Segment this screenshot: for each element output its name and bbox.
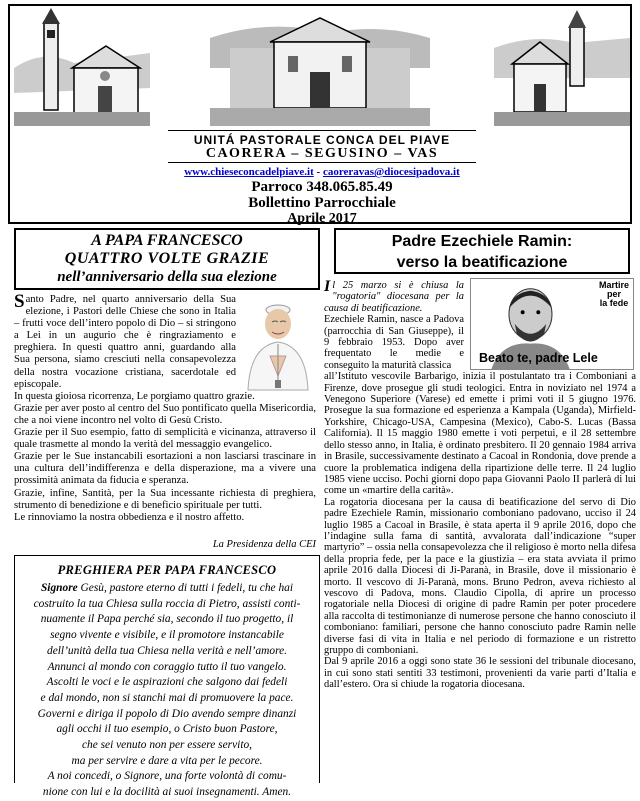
- contact-links: [110, 166, 534, 178]
- prayer-line: costruito la tua Chiesa sulla roccia di Pietro, assisti conti-: [33, 597, 301, 610]
- prayer-line: Annunci al mondo con coraggio tutto il tuo vangelo.: [47, 660, 287, 673]
- masthead: [8, 4, 632, 224]
- pope-p6: Grazie, infine, Santità, per la Sua incessante richiesta di preghiera, strumento di benedizione e di beneficio spirituale per tutti.: [14, 487, 316, 511]
- header-rule-bottom: [168, 162, 476, 163]
- ramin-p1-full: all’Istituto vescovile Barbarigo, inizia il postulantato tra i Comboniani a Firenze, dove prosegue gli studi teologici. Entra in noviziato nel 1974 a Venegono Superiore (Varese) ed emette i primi voti il 5 giugno 1976. Prosegue la sua formazione ed esperienza a Kampala (Uganda), Mirfield-Yorkshire, Chicago-USA, Campesina (Mexico), Cabo-S. Lucas (Bassa California). Il 15 maggio 1980 emette i voti perpetui, e il 28 settembre dello stesso anno, in Italia, è ordinato presbitero. Il 20 gennaio 1984 arriva in Brasile, successivamente destinato a Cacoal in Rondonia, dove prende a cuore la problematica indigena della ripartizione delle terre. Il 24 luglio 1985 viene ucciso. Pochi giorni dopo papa Giovanni Paolo II parlerà di lui come un «martire della carità».: [324, 371, 636, 497]
- header-rule-top: [168, 130, 476, 131]
- pope-title-line1: A PAPA FRANCESCO: [91, 232, 243, 249]
- drop-cap-s: S: [14, 291, 25, 312]
- ramin-photo-caption-top: Martire per la fede: [598, 280, 629, 308]
- drop-cap-i: I: [324, 278, 331, 295]
- cei-signature: La Presidenza della CEI: [212, 539, 316, 550]
- pope-p4: Grazie per il Suo esempio, fatto di semplicità e vicinanza, attraverso il quale trasmette al mondo la verità del messaggio evangelico.: [14, 427, 316, 451]
- prayer-line: Ascolti le voci e le aspirazioni che salgono dai fedeli: [46, 676, 288, 689]
- bulletin-title: Bollettino Parrocchiale: [248, 195, 396, 211]
- prayer-line: agli occhi il tuo esempio, o Cristo buon Pastore,: [56, 723, 278, 736]
- prayer-text: [15, 581, 319, 801]
- bulletin-date: Aprile 2017: [287, 211, 357, 226]
- prayer-line: Signore Gesù, pastore eterno di tutti i fedeli, tu che hai: [40, 582, 294, 594]
- parish-priest-phone: Parroco 348.065.85.49: [251, 179, 393, 195]
- parish-towns: CAORERA – SEGUSINO – VAS: [205, 146, 439, 161]
- ramin-photo-caption: Beato te, padre Lele: [479, 351, 598, 365]
- ramin-article-body: [324, 280, 636, 691]
- church-caorera-photo: [14, 8, 150, 126]
- ramin-article-title: [334, 228, 630, 274]
- prayer-line: e dal mondo, non si stanchi mai di promuovere la pace.: [40, 691, 294, 704]
- email-link[interactable]: caoreravas@diocesipadova.it: [322, 166, 460, 178]
- ramin-title-line1: Padre Ezechiele Ramin:: [391, 233, 573, 250]
- prayer-box: [14, 555, 320, 799]
- pope-article-title: [14, 228, 320, 290]
- prayer-line: nuamente il Papa perché sia, secondo il tuo progetto, il: [40, 613, 294, 626]
- ramin-p2: La rogatoria diocesana per la causa di beatificazione del servo di Dio padre Ezechiele Ramin, missionario comboniano padovano, ucciso il 24 luglio 1985 a Cacoal in Brasile, è stata aperta il 9 aprile 2016, dopo che l’indagine sulla fama di santità, avvalorata dall’indicazione “super martyrio” – ossia nella consapevolezza che il religioso è morto nella difesa della propria fede, per la pace e la giustizia – era stata avviata il primo aprile 2016 dalla Diocesi di Ji-Paranà, in Brasile, dove il missionario è morto. Il vescovo di Ji-Paranà, mons. Bruno Pedron, aveva richiesto al vescovo di Padova, mons. Claudio Cipolla, di aprire un processo rogatoriale nella Diocesi di origine di padre Ramin per poter procedere alla raccolta di testimonianze di numerose persone che hanno conosciuto il comboniano: familiari, persone che hanno conosciuto padre Ramin nelle diverse fasi di vita in Italia e nel periodo di formazione e un ristretto gruppo di comboniani.: [324, 496, 636, 656]
- prayer-first-word: Signore: [40, 582, 78, 594]
- church-vas-photo: [494, 8, 630, 126]
- pope-title-line2: QUATTRO VOLTE GRAZIE: [64, 250, 270, 267]
- church-segusino-photo: [210, 8, 430, 126]
- prayer-title: PREGHIERA PER PAPA FRANCESCO: [57, 563, 277, 577]
- pope-p1: anto Padre, nel quarto anniversario della Sua elezione, i Pastori delle Chiese che sono in Italia – frutti voce dell’intero popolo di Dio – si stringono a Lei in un augurio che è ringraziamento e preghiera. In questi quattro anni, guardando alla Sua persona, siamo cresciuti nella consapevolezza della nostra vocazione cristiana, sacerdotale ed episcopale.: [14, 294, 236, 390]
- prayer-line: ma per servire e dare a vita per le pecore.: [71, 754, 263, 767]
- prayer-line: segno vivente e visibile, e il promotore instancabile: [50, 629, 284, 642]
- pope-p2: In questa gioiosa ricorrenza, Le porgiamo quattro grazie.: [14, 390, 255, 402]
- prayer-line: dell’unità della tua Chiesa nella verità e nell’amore.: [47, 644, 287, 657]
- pastoral-unit-name: UNITÁ PASTORALE CONCA DEL PIAVE: [193, 133, 451, 147]
- pope-title-line3: nell’anniversario della sua elezione: [57, 269, 277, 285]
- link-separator: -: [313, 166, 323, 178]
- pope-p5: Grazie per le Sue instancabili esortazioni a non lasciarsi trascinare in una cultura dell’indifferenza e della disperazione, ma a vivere una prossimità animata da fiducia e speranza.: [14, 451, 316, 487]
- prayer-line: che sei venuto non per essere servito,: [81, 739, 253, 752]
- prayer-line: nione con lui e la docilità ai suoi insegnamenti. Amen.: [42, 786, 292, 799]
- ramin-intro: Il 25 marzo si è chiusa la "rogatoria" diocesana per la causa di beatificazione.: [324, 278, 464, 314]
- ramin-title-line2: verso la beatificazione: [396, 254, 568, 271]
- ramin-p3: Dal 9 aprile 2016 a oggi sono state 36 le sessioni del tribunale diocesano, in cui sono stati sentiti 33 testimoni, provenienti da varie parti d’Italia e dall’estero. Ora si chiude la rogatoria diocesana.: [324, 656, 636, 691]
- pope-article-paragraph: [14, 291, 236, 391]
- pope-p3: Grazie per aver posto al centro del Suo pontificato quella Misericordia, che a noi viene incontro nel volto di Gesù Cristo.: [14, 402, 316, 426]
- pope-p7: Le rinnoviamo la nostra obbedienza e il nostro affetto.: [14, 511, 245, 523]
- prayer-line: Governi e diriga il popolo di Dio avendo sempre dinanzi: [37, 707, 297, 720]
- ramin-p1-narrow: Ezechiele Ramin, nasce a Padova (parrocchia di San Giuseppe), il 9 febbraio 1953. Dopo aver frequentato le medie e conseguito la maturità classica: [324, 314, 464, 371]
- prayer-line: A noi concedi, o Signore, una forte volontà di comu-: [47, 770, 287, 783]
- pope-article-body: [14, 291, 316, 524]
- website-link[interactable]: www.chieseconcadelpiave.it: [184, 166, 314, 178]
